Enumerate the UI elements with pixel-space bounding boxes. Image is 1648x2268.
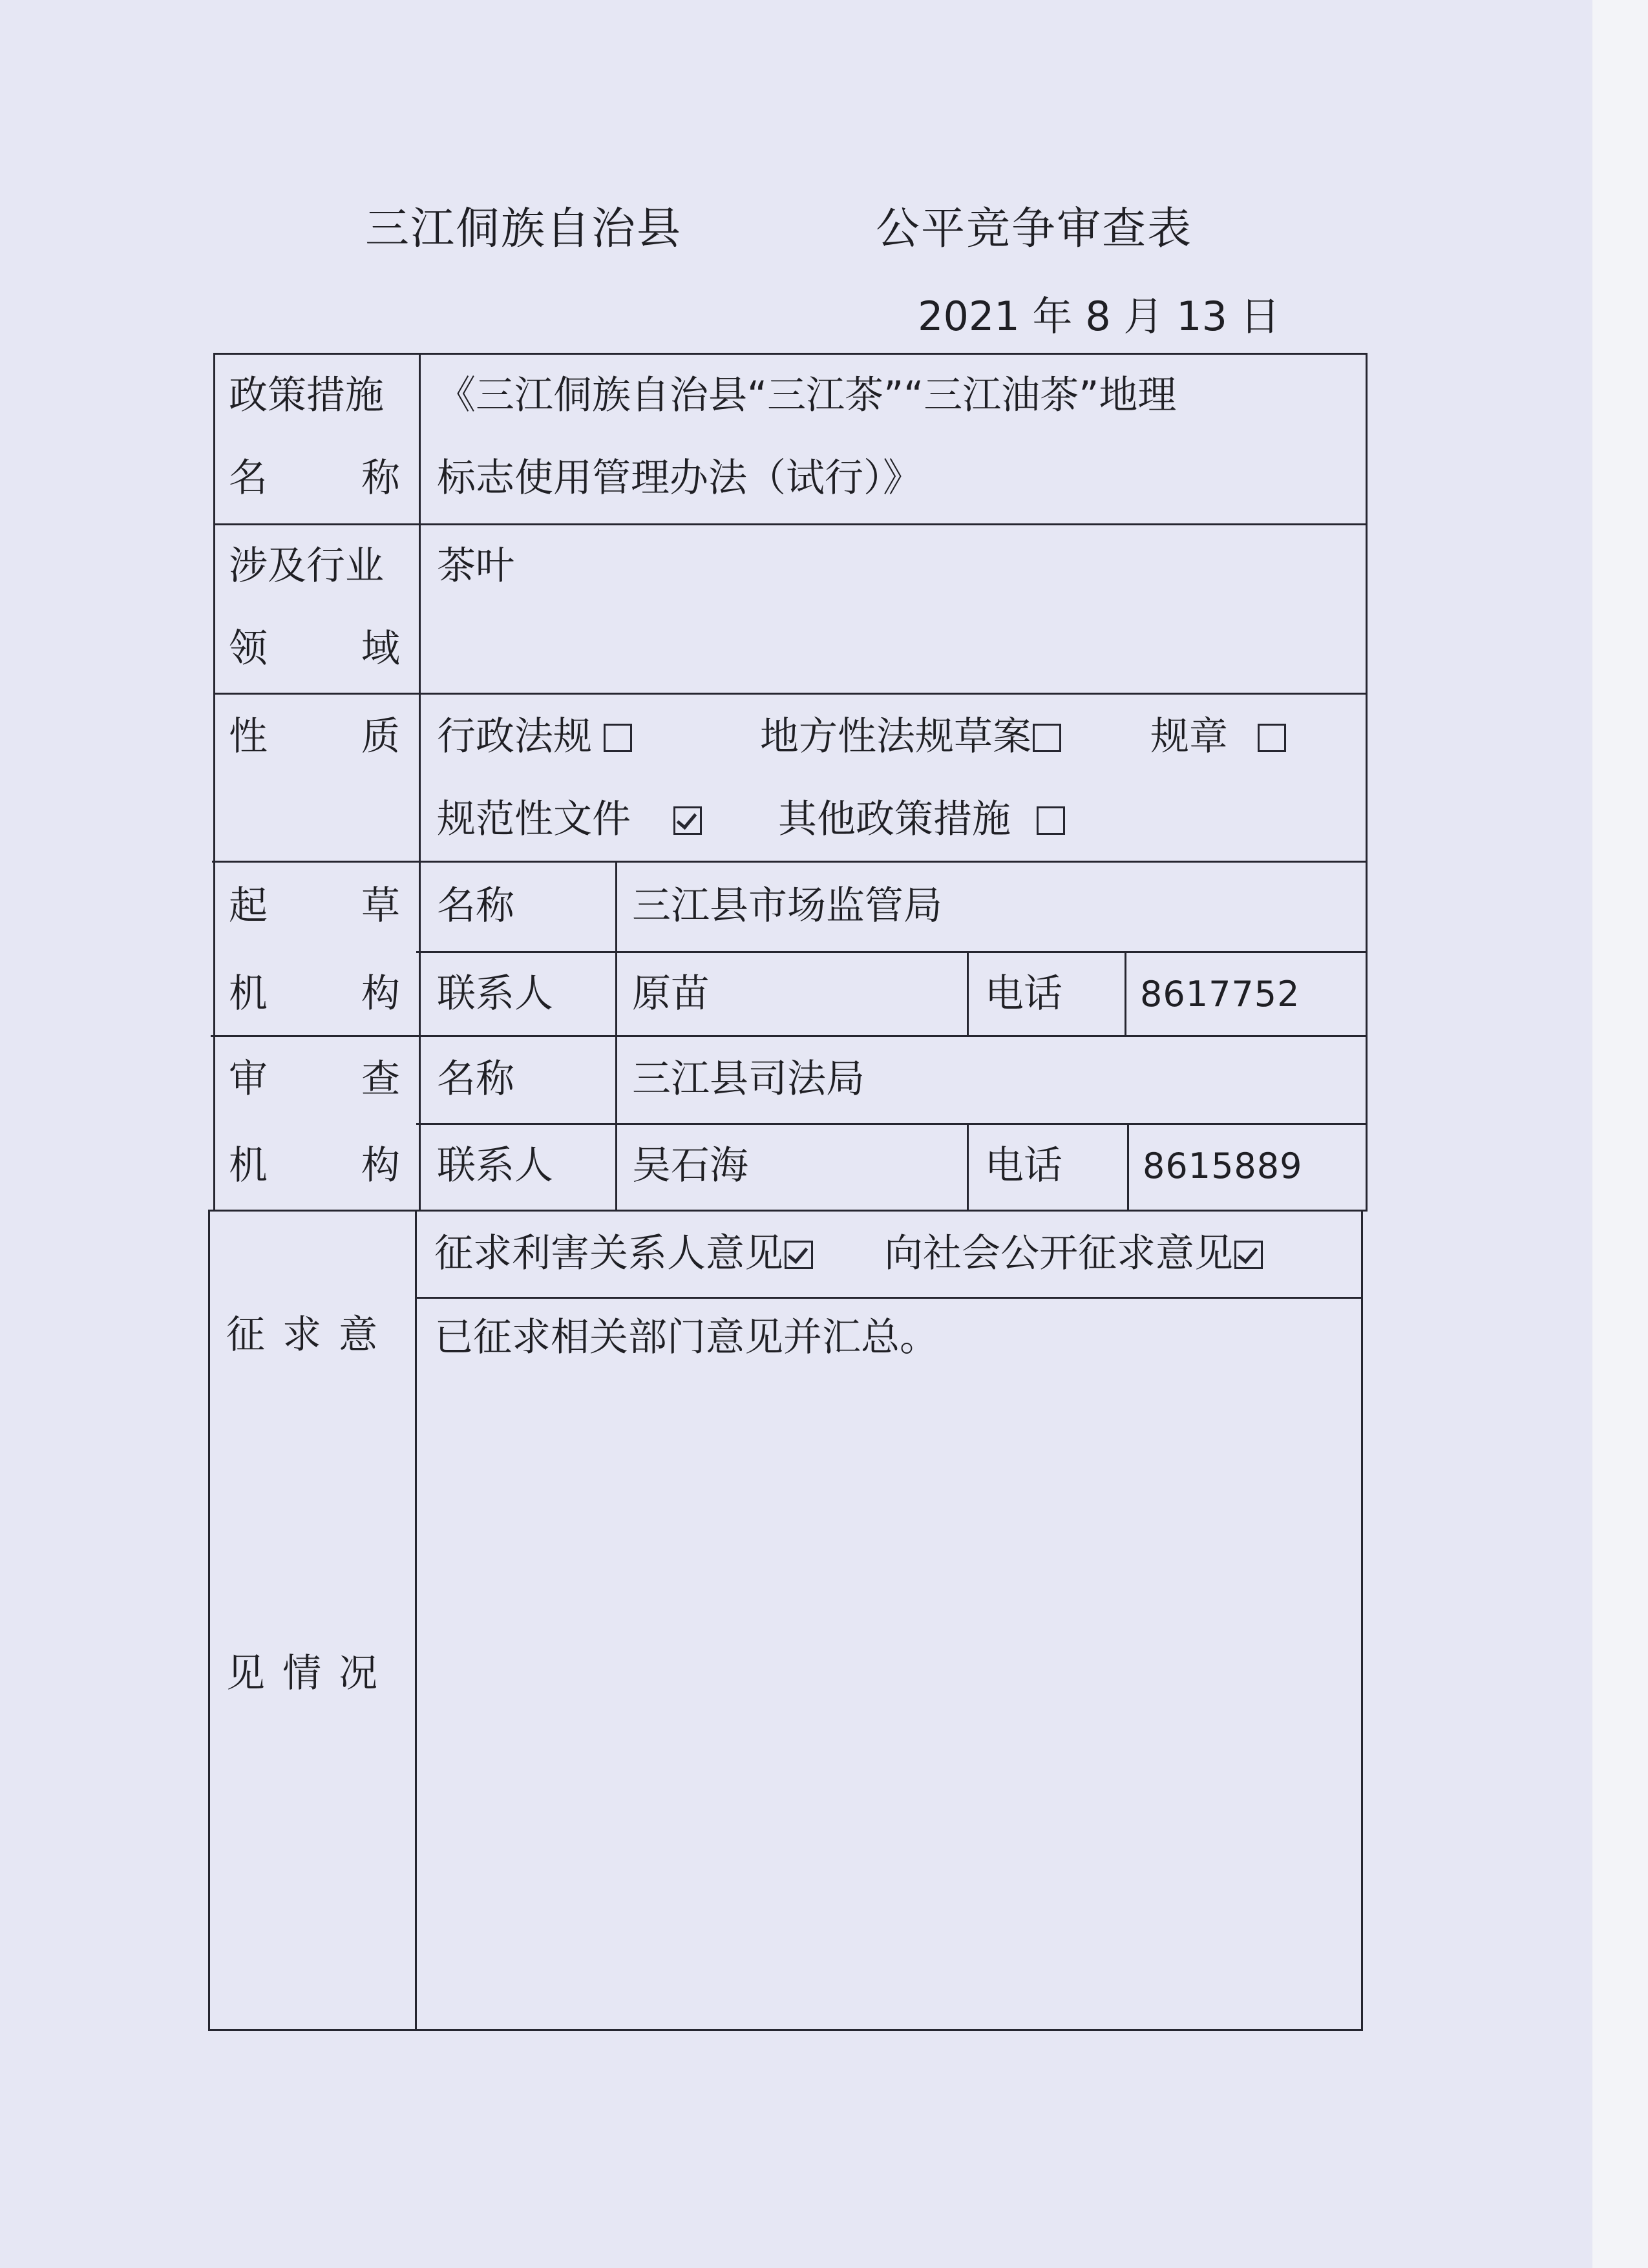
drafting-label-bottom: 机 构 [229,971,400,1016]
checkbox-checked-icon[interactable] [673,806,702,835]
review-phone-label: 电话 [985,1143,1062,1188]
county-title: 三江侗族自治县 [365,204,682,255]
form-date: 2021 年 8 月 13 日 [918,293,1280,340]
policy-name-line2: 标志使用管理办法（试行）》 [437,456,922,501]
drafting-phone-label: 电话 [985,971,1062,1016]
review-label-bottom: 机 构 [229,1143,400,1188]
policy-label: 政策措施 [229,373,384,418]
drafting-phone-value: 8617752 [1140,974,1300,1014]
industry-value: 茶叶 [437,543,514,589]
nature-option-local-regulation[interactable]: 地方性法规草案 [760,717,1061,756]
review-label-top: 审 查 [229,1056,400,1102]
policy-name-line1: 《三江侗族自治县“三江茶”“三江油茶”地理 [437,373,1177,418]
policy-label-name: 名 称 [229,456,400,501]
consultation-option-public[interactable]: 向社会公开征求意见 [884,1234,1263,1273]
review-name-label: 名称 [437,1056,514,1102]
consultation-label-bottom: 见 情 况 [226,1651,381,1696]
nature-option-admin-regulation[interactable]: 行政法规 [437,717,632,756]
drafting-contact-value: 原苗 [632,971,710,1016]
review-contact-label: 联系人 [437,1143,553,1188]
drafting-contact-label: 联系人 [437,971,553,1016]
nature-label: 性 质 [229,714,400,759]
nature-option-other-measures[interactable]: 其他政策措施 [778,800,1065,839]
page-edge [1592,0,1648,2268]
checkbox-icon[interactable] [604,724,632,752]
drafting-label-top: 起 草 [229,883,400,929]
consultation-label-top: 征 求 意 [226,1312,381,1358]
industry-label: 涉及行业 [229,543,384,589]
nature-option-normative-document[interactable]: 规范性文件 [437,800,702,839]
drafting-name-label: 名称 [437,883,514,929]
checkbox-checked-icon[interactable] [1234,1241,1263,1269]
checkbox-icon[interactable] [1037,806,1065,835]
review-name-value: 三江县司法局 [632,1056,865,1102]
checkbox-checked-icon[interactable] [785,1241,813,1269]
drafting-name-value: 三江县市场监管局 [632,883,942,929]
consultation-remark: 已征求相关部门意见并汇总。 [434,1315,938,1360]
industry-label-field: 领 域 [229,626,400,671]
review-phone-value: 8615889 [1143,1146,1303,1186]
checkbox-icon[interactable] [1258,724,1286,752]
nature-option-rules[interactable]: 规章 [1150,717,1286,756]
checkbox-icon[interactable] [1033,724,1061,752]
form-title: 公平竞争审查表 [876,204,1193,255]
review-contact-value: 吴石海 [632,1143,748,1188]
consultation-option-stakeholders[interactable]: 征求利害关系人意见 [434,1234,813,1273]
